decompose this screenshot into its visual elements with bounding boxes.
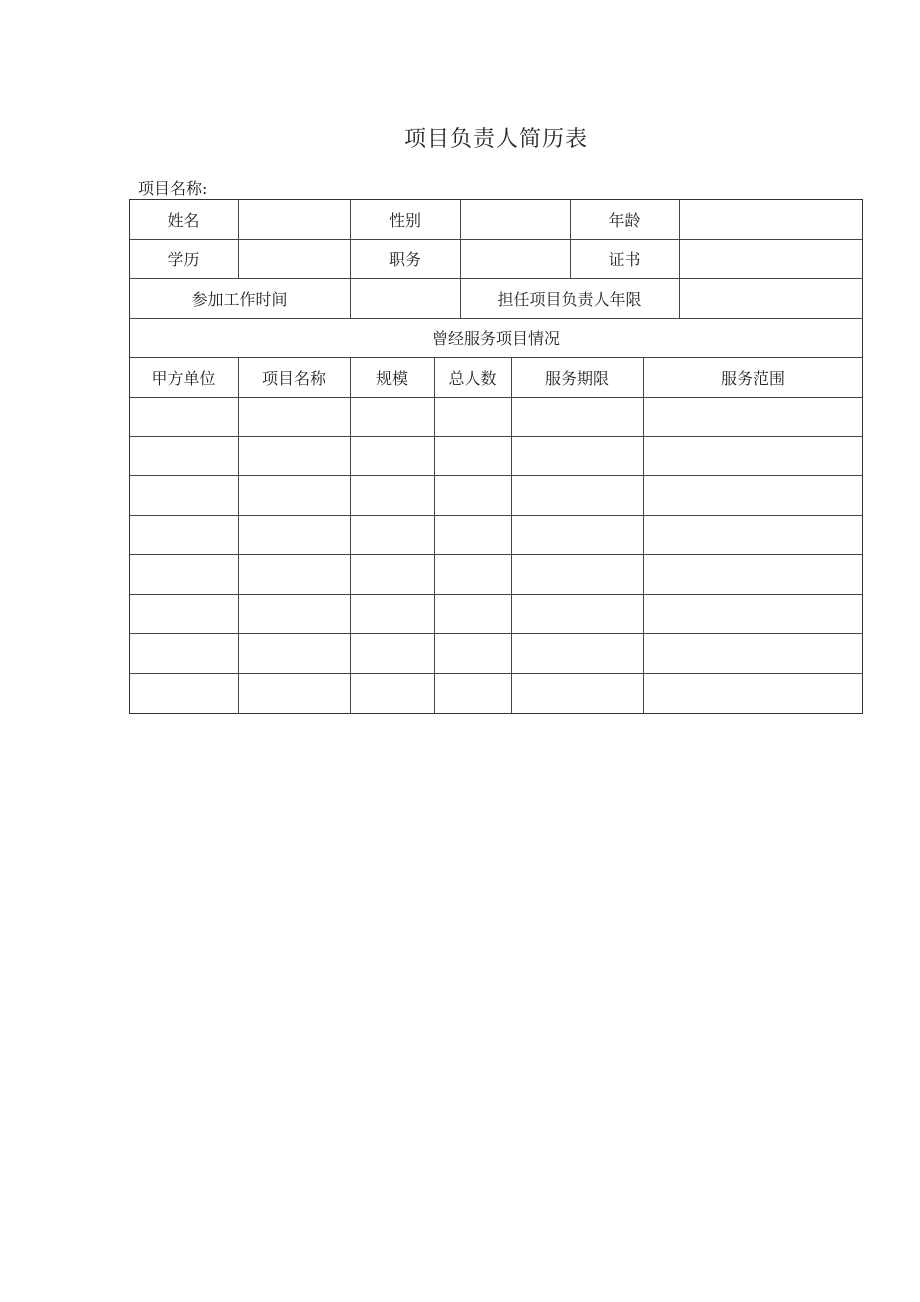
table-cell[interactable]: [434, 594, 511, 633]
table-cell[interactable]: [350, 673, 434, 714]
table-cell[interactable]: [129, 673, 238, 714]
col-header-project-name: 项目名称: [261, 368, 326, 388]
gender-field[interactable]: [460, 199, 570, 239]
table-cell[interactable]: [643, 673, 863, 714]
table-cell[interactable]: [129, 515, 238, 554]
education-field[interactable]: [238, 239, 350, 278]
col-header-scale: 规模: [375, 368, 408, 388]
table-cell[interactable]: [643, 554, 863, 594]
position-label: 职务: [388, 250, 421, 269]
work-start-label: 参加工作时间: [191, 289, 288, 309]
table-cell[interactable]: [643, 594, 863, 633]
table-cell[interactable]: [511, 633, 643, 673]
table-cell[interactable]: [434, 554, 511, 594]
pm-years-label: 担任项目负责人年限: [497, 289, 642, 309]
name-field[interactable]: [238, 199, 350, 239]
table-cell[interactable]: [129, 397, 238, 436]
pm-years-field[interactable]: [679, 278, 863, 318]
table-cell[interactable]: [434, 515, 511, 554]
table-cell[interactable]: [238, 673, 350, 714]
table-cell[interactable]: [434, 397, 511, 436]
table-cell[interactable]: [511, 436, 643, 475]
table-cell[interactable]: [511, 673, 643, 714]
table-cell[interactable]: [238, 633, 350, 673]
age-field[interactable]: [679, 199, 863, 239]
table-cell[interactable]: [434, 673, 511, 714]
col-header-service-period: 服务期限: [544, 368, 609, 388]
certificate-field[interactable]: [679, 239, 863, 278]
table-cell[interactable]: [511, 554, 643, 594]
table-cell[interactable]: [643, 436, 863, 475]
col-header-headcount: 总人数: [448, 368, 497, 388]
table-cell[interactable]: [511, 515, 643, 554]
col-header-client: 甲方单位: [151, 368, 216, 388]
table-cell[interactable]: [238, 397, 350, 436]
table-cell[interactable]: [238, 475, 350, 515]
section-title: 曾经服务项目情况: [431, 329, 560, 348]
project-name-label: 项目名称:: [138, 179, 208, 198]
table-cell[interactable]: [511, 594, 643, 633]
table-cell[interactable]: [129, 554, 238, 594]
table-cell[interactable]: [129, 475, 238, 515]
name-label: 姓名: [167, 210, 200, 230]
table-cell[interactable]: [511, 475, 643, 515]
table-cell[interactable]: [238, 515, 350, 554]
table-cell[interactable]: [643, 397, 863, 436]
table-cell[interactable]: [434, 633, 511, 673]
table-cell[interactable]: [350, 397, 434, 436]
table-cell[interactable]: [350, 475, 434, 515]
table-cell[interactable]: [350, 436, 434, 475]
work-start-field[interactable]: [350, 278, 460, 318]
page-title: 项目负责人简历表: [403, 127, 588, 152]
table-cell[interactable]: [350, 594, 434, 633]
table-cell[interactable]: [238, 594, 350, 633]
gender-label: 性别: [388, 210, 421, 230]
table-cell[interactable]: [511, 397, 643, 436]
table-cell[interactable]: [238, 554, 350, 594]
table-cell[interactable]: [434, 475, 511, 515]
table-cell[interactable]: [350, 554, 434, 594]
table-cell[interactable]: [350, 515, 434, 554]
certificate-label: 证书: [608, 250, 641, 269]
table-cell[interactable]: [238, 436, 350, 475]
position-field[interactable]: [460, 239, 570, 278]
table-cell[interactable]: [643, 515, 863, 554]
table-cell[interactable]: [434, 436, 511, 475]
education-label: 学历: [167, 250, 200, 269]
table-cell[interactable]: [129, 594, 238, 633]
table-cell[interactable]: [350, 633, 434, 673]
table-cell[interactable]: [643, 633, 863, 673]
table-cell[interactable]: [643, 475, 863, 515]
age-label: 年龄: [608, 210, 641, 230]
table-cell[interactable]: [129, 436, 238, 475]
table-cell[interactable]: [129, 633, 238, 673]
col-header-service-scope: 服务范围: [720, 368, 785, 388]
